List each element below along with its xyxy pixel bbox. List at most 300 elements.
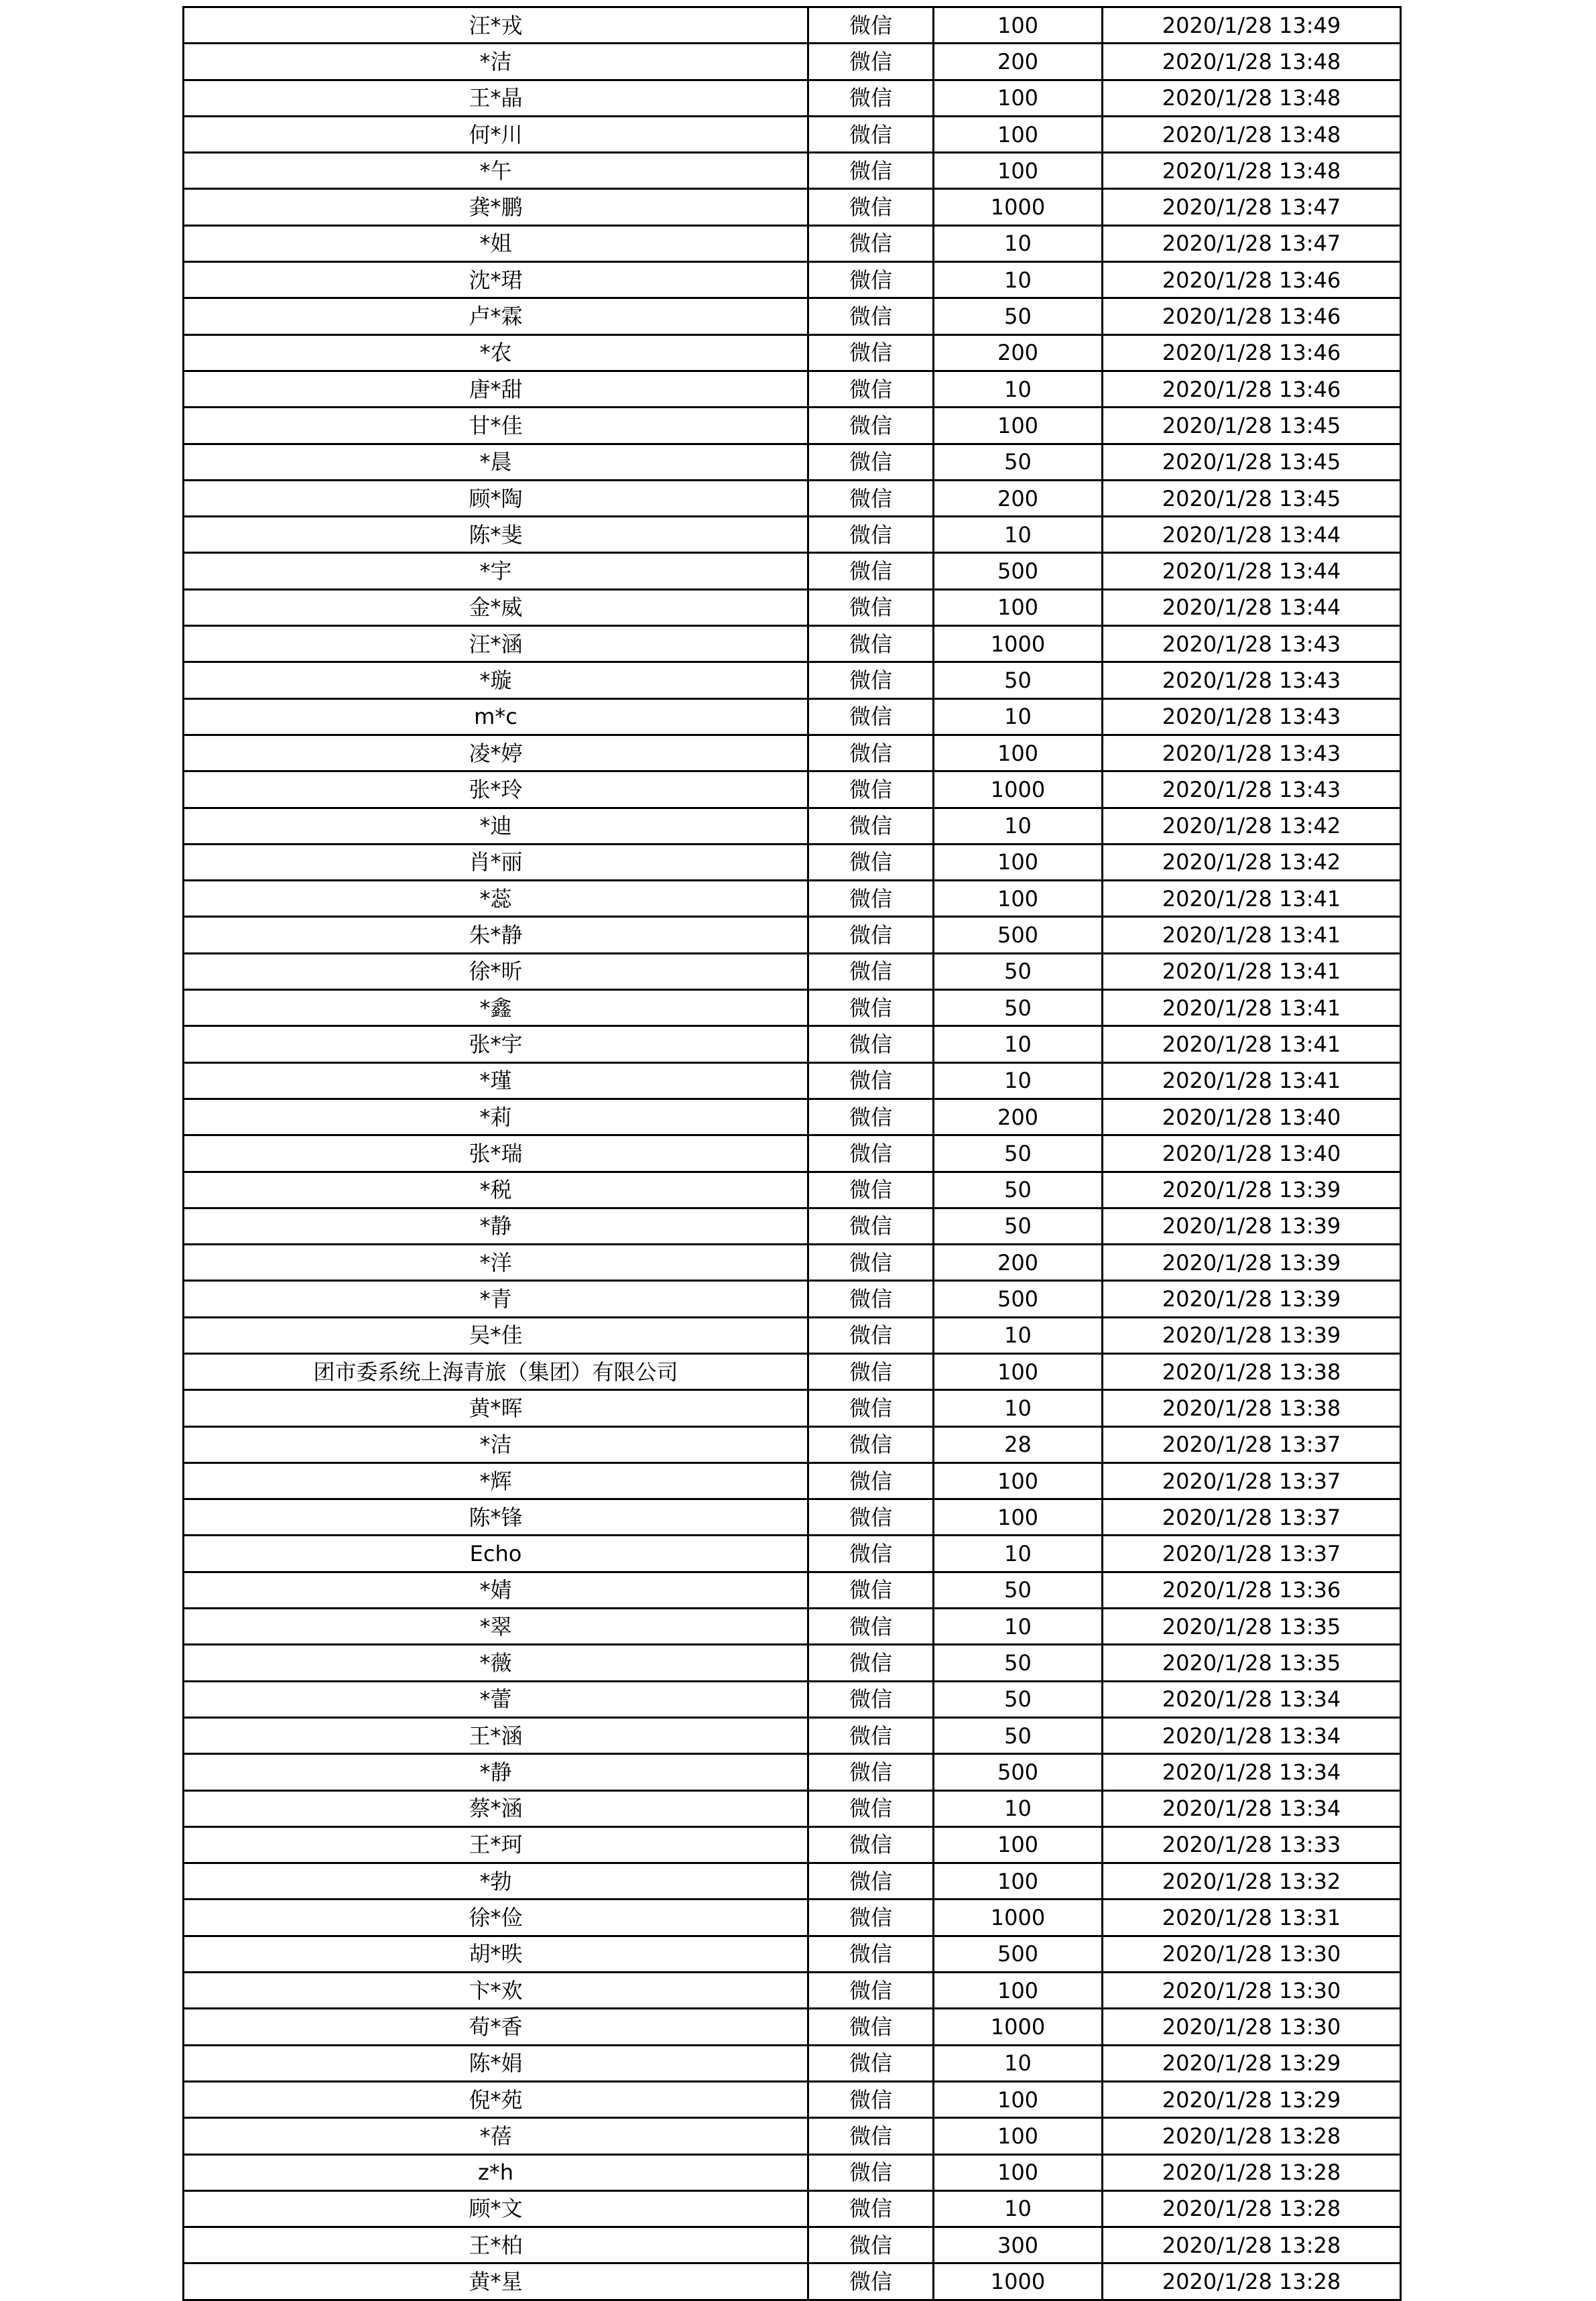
donation-amount-cell: 1000 [934, 626, 1103, 662]
payment-channel-cell: 微信 [808, 953, 934, 989]
donor-name-cell: Echo [184, 1536, 808, 1572]
donation-amount-cell: 100 [934, 2118, 1103, 2154]
donation-time-cell: 2020/1/28 13:39 [1103, 1208, 1401, 1244]
table-row [184, 1426, 1401, 1463]
table-row [184, 517, 1401, 553]
donation-amount-cell: 1000 [934, 1900, 1103, 1936]
payment-channel-cell: 微信 [808, 1790, 934, 1826]
donor-name-cell: *宇 [184, 553, 808, 589]
donation-table-body [184, 7, 1401, 2300]
payment-channel-cell: 微信 [808, 1973, 934, 2009]
donor-name-cell: *婧 [184, 1572, 808, 1608]
donor-name-cell: 徐*俭 [184, 1900, 808, 1936]
donation-amount-cell: 10 [934, 1062, 1103, 1099]
donation-time-cell: 2020/1/28 13:39 [1103, 1172, 1401, 1208]
donor-name-cell: 顾*文 [184, 2190, 808, 2227]
donation-amount-cell: 100 [934, 1826, 1103, 1863]
donation-amount-cell: 100 [934, 1353, 1103, 1389]
payment-channel-cell: 微信 [808, 1172, 934, 1208]
donor-name-cell: 吴*佳 [184, 1317, 808, 1353]
table-row [184, 1353, 1401, 1389]
donation-time-cell: 2020/1/28 13:49 [1103, 7, 1401, 44]
payment-channel-cell: 微信 [808, 1609, 934, 1645]
donation-amount-cell: 10 [934, 698, 1103, 735]
donation-time-cell: 2020/1/28 13:44 [1103, 517, 1401, 553]
table-row [184, 2227, 1401, 2263]
donation-time-cell: 2020/1/28 13:37 [1103, 1463, 1401, 1499]
donation-amount-cell: 500 [934, 917, 1103, 953]
payment-channel-cell: 微信 [808, 7, 934, 44]
donor-name-cell: *瑾 [184, 1062, 808, 1099]
donation-time-cell: 2020/1/28 13:28 [1103, 2227, 1401, 2263]
donation-amount-cell: 10 [934, 1390, 1103, 1426]
donor-name-cell: 何*川 [184, 116, 808, 152]
table-row [184, 2081, 1401, 2117]
payment-channel-cell: 微信 [808, 334, 934, 371]
donation-amount-cell: 10 [934, 1609, 1103, 1645]
table-row [184, 1062, 1401, 1099]
donation-time-cell: 2020/1/28 13:46 [1103, 334, 1401, 371]
donor-name-cell: *午 [184, 153, 808, 189]
donation-amount-cell: 50 [934, 953, 1103, 989]
donation-amount-cell: 1000 [934, 2009, 1103, 2045]
payment-channel-cell: 微信 [808, 1681, 934, 1717]
payment-channel-cell: 微信 [808, 844, 934, 880]
donor-name-cell: *静 [184, 1208, 808, 1244]
donation-time-cell: 2020/1/28 13:28 [1103, 2190, 1401, 2227]
table-row [184, 444, 1401, 480]
donation-time-cell: 2020/1/28 13:41 [1103, 917, 1401, 953]
table-row [184, 808, 1401, 844]
donor-name-cell: 汪*戎 [184, 7, 808, 44]
donation-time-cell: 2020/1/28 13:34 [1103, 1681, 1401, 1717]
payment-channel-cell: 微信 [808, 1062, 934, 1099]
donation-time-cell: 2020/1/28 13:34 [1103, 1790, 1401, 1826]
donor-name-cell: 陈*斐 [184, 517, 808, 553]
donation-time-cell: 2020/1/28 13:40 [1103, 1135, 1401, 1172]
table-row [184, 1135, 1401, 1172]
table-row [184, 7, 1401, 44]
donation-time-cell: 2020/1/28 13:43 [1103, 626, 1401, 662]
donor-name-cell: 唐*甜 [184, 371, 808, 407]
donation-amount-cell: 100 [934, 589, 1103, 625]
payment-channel-cell: 微信 [808, 2263, 934, 2300]
table-row [184, 1172, 1401, 1208]
donation-time-cell: 2020/1/28 13:36 [1103, 1572, 1401, 1608]
table-row [184, 480, 1401, 516]
donation-time-cell: 2020/1/28 13:31 [1103, 1900, 1401, 1936]
donation-time-cell: 2020/1/28 13:42 [1103, 808, 1401, 844]
payment-channel-cell: 微信 [808, 1390, 934, 1426]
payment-channel-cell: 微信 [808, 2081, 934, 2117]
donor-name-cell: 汪*涵 [184, 626, 808, 662]
payment-channel-cell: 微信 [808, 517, 934, 553]
donor-name-cell: *翠 [184, 1609, 808, 1645]
donation-time-cell: 2020/1/28 13:46 [1103, 371, 1401, 407]
donation-amount-cell: 50 [934, 1572, 1103, 1608]
donor-name-cell: 王*涵 [184, 1717, 808, 1753]
payment-channel-cell: 微信 [808, 771, 934, 808]
payment-channel-cell: 微信 [808, 1717, 934, 1753]
donation-time-cell: 2020/1/28 13:32 [1103, 1863, 1401, 1900]
donation-amount-cell: 100 [934, 881, 1103, 917]
donor-name-cell: 王*晶 [184, 80, 808, 116]
donation-time-cell: 2020/1/28 13:41 [1103, 1062, 1401, 1099]
donation-amount-cell: 10 [934, 808, 1103, 844]
table-row [184, 1826, 1401, 1863]
donation-amount-cell: 10 [934, 225, 1103, 261]
payment-channel-cell: 微信 [808, 2118, 934, 2154]
payment-channel-cell: 微信 [808, 1135, 934, 1172]
donation-time-cell: 2020/1/28 13:30 [1103, 2009, 1401, 2045]
donation-amount-cell: 10 [934, 1317, 1103, 1353]
table-row [184, 2190, 1401, 2227]
table-row [184, 334, 1401, 371]
table-row [184, 2263, 1401, 2300]
table-row [184, 881, 1401, 917]
donor-name-cell: 张*宇 [184, 1026, 808, 1062]
payment-channel-cell: 微信 [808, 189, 934, 225]
donor-name-cell: *洁 [184, 44, 808, 80]
donation-amount-cell: 10 [934, 371, 1103, 407]
donation-time-cell: 2020/1/28 13:37 [1103, 1536, 1401, 1572]
payment-channel-cell: 微信 [808, 1463, 934, 1499]
table-row [184, 2154, 1401, 2190]
table-row [184, 1572, 1401, 1608]
payment-channel-cell: 微信 [808, 1281, 934, 1317]
donor-name-cell: 顾*陶 [184, 480, 808, 516]
donor-name-cell: 徐*昕 [184, 953, 808, 989]
donation-amount-cell: 500 [934, 1281, 1103, 1317]
donation-time-cell: 2020/1/28 13:37 [1103, 1426, 1401, 1463]
donor-name-cell: *静 [184, 1754, 808, 1790]
table-row [184, 1973, 1401, 2009]
donation-amount-cell: 300 [934, 2227, 1103, 2263]
payment-channel-cell: 微信 [808, 2045, 934, 2081]
donor-name-cell: 陈*锋 [184, 1499, 808, 1536]
table-row [184, 626, 1401, 662]
donation-amount-cell: 10 [934, 1536, 1103, 1572]
table-row [184, 1026, 1401, 1062]
payment-channel-cell: 微信 [808, 1863, 934, 1900]
donor-name-cell: *农 [184, 334, 808, 371]
donation-amount-cell: 50 [934, 662, 1103, 698]
donation-time-cell: 2020/1/28 13:43 [1103, 735, 1401, 771]
donation-time-cell: 2020/1/28 13:41 [1103, 990, 1401, 1026]
donation-time-cell: 2020/1/28 13:44 [1103, 553, 1401, 589]
payment-channel-cell: 微信 [808, 1936, 934, 1972]
donation-amount-cell: 50 [934, 1645, 1103, 1681]
donor-name-cell: 肖*丽 [184, 844, 808, 880]
donation-time-cell: 2020/1/28 13:30 [1103, 1936, 1401, 1972]
table-row [184, 80, 1401, 116]
donor-name-cell: *晨 [184, 444, 808, 480]
donor-name-cell: *迪 [184, 808, 808, 844]
donation-amount-cell: 100 [934, 7, 1103, 44]
donation-time-cell: 2020/1/28 13:40 [1103, 1099, 1401, 1135]
donor-name-cell: z*h [184, 2154, 808, 2190]
donation-amount-cell: 1000 [934, 771, 1103, 808]
donation-time-cell: 2020/1/28 13:47 [1103, 225, 1401, 261]
donor-name-cell: *蓓 [184, 2118, 808, 2154]
donor-name-cell: 卞*欢 [184, 1973, 808, 2009]
donation-time-cell: 2020/1/28 13:38 [1103, 1353, 1401, 1389]
payment-channel-cell: 微信 [808, 80, 934, 116]
payment-channel-cell: 微信 [808, 1353, 934, 1389]
donation-time-cell: 2020/1/28 13:45 [1103, 480, 1401, 516]
table-row [184, 1208, 1401, 1244]
donation-time-cell: 2020/1/28 13:39 [1103, 1281, 1401, 1317]
payment-channel-cell: 微信 [808, 698, 934, 735]
donor-name-cell: *青 [184, 1281, 808, 1317]
donor-name-cell: *璇 [184, 662, 808, 698]
payment-channel-cell: 微信 [808, 408, 934, 444]
donor-name-cell: *洁 [184, 1426, 808, 1463]
table-row [184, 1790, 1401, 1826]
table-row [184, 262, 1401, 298]
donation-time-cell: 2020/1/28 13:34 [1103, 1717, 1401, 1753]
table-row [184, 1900, 1401, 1936]
donation-amount-cell: 100 [934, 1463, 1103, 1499]
donation-time-cell: 2020/1/28 13:43 [1103, 662, 1401, 698]
donation-amount-cell: 10 [934, 262, 1103, 298]
donation-amount-cell: 100 [934, 2154, 1103, 2190]
donation-time-cell: 2020/1/28 13:28 [1103, 2154, 1401, 2190]
table-row [184, 225, 1401, 261]
donation-time-cell: 2020/1/28 13:35 [1103, 1645, 1401, 1681]
table-row [184, 1536, 1401, 1572]
donation-amount-cell: 50 [934, 1681, 1103, 1717]
donation-time-cell: 2020/1/28 13:43 [1103, 698, 1401, 735]
table-row [184, 1463, 1401, 1499]
donation-time-cell: 2020/1/28 13:43 [1103, 771, 1401, 808]
donation-amount-cell: 10 [934, 517, 1103, 553]
donation-amount-cell: 200 [934, 480, 1103, 516]
table-row [184, 844, 1401, 880]
donation-amount-cell: 10 [934, 1790, 1103, 1826]
donation-amount-cell: 10 [934, 2045, 1103, 2081]
donation-time-cell: 2020/1/28 13:42 [1103, 844, 1401, 880]
donor-name-cell: 凌*婷 [184, 735, 808, 771]
donor-name-cell: *薇 [184, 1645, 808, 1681]
donor-name-cell: 卢*霖 [184, 298, 808, 334]
payment-channel-cell: 微信 [808, 1826, 934, 1863]
donation-amount-cell: 200 [934, 1245, 1103, 1281]
table-row [184, 953, 1401, 989]
table-row [184, 1681, 1401, 1717]
donation-time-cell: 2020/1/28 13:46 [1103, 298, 1401, 334]
table-row [184, 153, 1401, 189]
donor-name-cell: m*c [184, 698, 808, 735]
payment-channel-cell: 微信 [808, 808, 934, 844]
donor-name-cell: 张*瑞 [184, 1135, 808, 1172]
donor-name-cell: 胡*昳 [184, 1936, 808, 1972]
donation-time-cell: 2020/1/28 13:39 [1103, 1245, 1401, 1281]
table-row [184, 1499, 1401, 1536]
table-row [184, 2009, 1401, 2045]
table-row [184, 771, 1401, 808]
payment-channel-cell: 微信 [808, 1026, 934, 1062]
table-row [184, 2118, 1401, 2154]
donor-name-cell: 金*威 [184, 589, 808, 625]
payment-channel-cell: 微信 [808, 2009, 934, 2045]
donation-time-cell: 2020/1/28 13:45 [1103, 444, 1401, 480]
donation-time-cell: 2020/1/28 13:44 [1103, 589, 1401, 625]
donor-name-cell: *税 [184, 1172, 808, 1208]
table-row [184, 298, 1401, 334]
table-row [184, 1317, 1401, 1353]
donor-name-cell: *莉 [184, 1099, 808, 1135]
donation-amount-cell: 100 [934, 2081, 1103, 2117]
donation-amount-cell: 100 [934, 408, 1103, 444]
donation-amount-cell: 100 [934, 80, 1103, 116]
donation-amount-cell: 500 [934, 553, 1103, 589]
payment-channel-cell: 微信 [808, 662, 934, 698]
payment-channel-cell: 微信 [808, 735, 934, 771]
donation-amount-cell: 50 [934, 298, 1103, 334]
donation-amount-cell: 100 [934, 1973, 1103, 2009]
table-row [184, 116, 1401, 152]
donor-name-cell: 荀*香 [184, 2009, 808, 2045]
donation-amount-cell: 50 [934, 1172, 1103, 1208]
donation-amount-cell: 50 [934, 1208, 1103, 1244]
table-row [184, 189, 1401, 225]
payment-channel-cell: 微信 [808, 1536, 934, 1572]
donor-name-cell: *姐 [184, 225, 808, 261]
donor-name-cell: *辉 [184, 1463, 808, 1499]
payment-channel-cell: 微信 [808, 153, 934, 189]
payment-channel-cell: 微信 [808, 1208, 934, 1244]
donor-name-cell: 甘*佳 [184, 408, 808, 444]
donation-amount-cell: 500 [934, 1754, 1103, 1790]
payment-channel-cell: 微信 [808, 1900, 934, 1936]
payment-channel-cell: 微信 [808, 44, 934, 80]
donation-amount-cell: 100 [934, 844, 1103, 880]
table-row [184, 1936, 1401, 1972]
payment-channel-cell: 微信 [808, 1645, 934, 1681]
donation-amount-cell: 50 [934, 1135, 1103, 1172]
donation-amount-cell: 100 [934, 735, 1103, 771]
donation-time-cell: 2020/1/28 13:37 [1103, 1499, 1401, 1536]
donation-amount-cell: 200 [934, 44, 1103, 80]
donor-name-cell: 蔡*涵 [184, 1790, 808, 1826]
payment-channel-cell: 微信 [808, 444, 934, 480]
donor-name-cell: *洋 [184, 1245, 808, 1281]
donation-amount-cell: 500 [934, 1936, 1103, 1972]
donation-amount-cell: 100 [934, 116, 1103, 152]
donation-amount-cell: 200 [934, 334, 1103, 371]
table-row [184, 1099, 1401, 1135]
donation-amount-cell: 50 [934, 1717, 1103, 1753]
donation-time-cell: 2020/1/28 13:28 [1103, 2118, 1401, 2154]
payment-channel-cell: 微信 [808, 225, 934, 261]
payment-channel-cell: 微信 [808, 1317, 934, 1353]
payment-channel-cell: 微信 [808, 626, 934, 662]
table-row [184, 2045, 1401, 2081]
donation-amount-cell: 1000 [934, 2263, 1103, 2300]
table-row [184, 698, 1401, 735]
payment-channel-cell: 微信 [808, 553, 934, 589]
donation-time-cell: 2020/1/28 13:39 [1103, 1317, 1401, 1353]
donation-time-cell: 2020/1/28 13:41 [1103, 1026, 1401, 1062]
donor-name-cell: 王*珂 [184, 1826, 808, 1863]
donation-amount-cell: 100 [934, 153, 1103, 189]
payment-channel-cell: 微信 [808, 1754, 934, 1790]
table-row [184, 44, 1401, 80]
donor-name-cell: *鑫 [184, 990, 808, 1026]
donation-amount-cell: 50 [934, 444, 1103, 480]
donation-time-cell: 2020/1/28 13:48 [1103, 153, 1401, 189]
payment-channel-cell: 微信 [808, 1099, 934, 1135]
payment-channel-cell: 微信 [808, 881, 934, 917]
donation-time-cell: 2020/1/28 13:28 [1103, 2263, 1401, 2300]
donor-name-cell: 张*玲 [184, 771, 808, 808]
donation-time-cell: 2020/1/28 13:38 [1103, 1390, 1401, 1426]
donor-name-cell: 团市委系统上海青旅（集团）有限公司 [184, 1353, 808, 1389]
donation-time-cell: 2020/1/28 13:29 [1103, 2045, 1401, 2081]
donor-name-cell: 黄*晖 [184, 1390, 808, 1426]
donation-amount-cell: 10 [934, 1026, 1103, 1062]
payment-channel-cell: 微信 [808, 298, 934, 334]
table-row [184, 735, 1401, 771]
donation-time-cell: 2020/1/28 13:29 [1103, 2081, 1401, 2117]
donor-name-cell: 朱*静 [184, 917, 808, 953]
payment-channel-cell: 微信 [808, 2227, 934, 2263]
donation-amount-cell: 1000 [934, 189, 1103, 225]
payment-channel-cell: 微信 [808, 990, 934, 1026]
donation-time-cell: 2020/1/28 13:35 [1103, 1609, 1401, 1645]
payment-channel-cell: 微信 [808, 2154, 934, 2190]
payment-channel-cell: 微信 [808, 1426, 934, 1463]
table-row [184, 662, 1401, 698]
donation-time-cell: 2020/1/28 13:34 [1103, 1754, 1401, 1790]
donation-time-cell: 2020/1/28 13:48 [1103, 44, 1401, 80]
donation-time-cell: 2020/1/28 13:41 [1103, 953, 1401, 989]
donation-amount-cell: 28 [934, 1426, 1103, 1463]
donation-amount-cell: 10 [934, 2190, 1103, 2227]
payment-channel-cell: 微信 [808, 1572, 934, 1608]
table-row [184, 408, 1401, 444]
donation-amount-cell: 100 [934, 1499, 1103, 1536]
donor-name-cell: 黄*星 [184, 2263, 808, 2300]
donor-name-cell: 龚*鹏 [184, 189, 808, 225]
payment-channel-cell: 微信 [808, 1245, 934, 1281]
table-row [184, 1645, 1401, 1681]
donation-time-cell: 2020/1/28 13:48 [1103, 80, 1401, 116]
payment-channel-cell: 微信 [808, 480, 934, 516]
payment-channel-cell: 微信 [808, 371, 934, 407]
donation-time-cell: 2020/1/28 13:47 [1103, 189, 1401, 225]
table-row [184, 589, 1401, 625]
table-row [184, 1717, 1401, 1753]
payment-channel-cell: 微信 [808, 116, 934, 152]
donation-time-cell: 2020/1/28 13:41 [1103, 881, 1401, 917]
table-row [184, 1281, 1401, 1317]
donation-amount-cell: 200 [934, 1099, 1103, 1135]
payment-channel-cell: 微信 [808, 2190, 934, 2227]
donation-time-cell: 2020/1/28 13:33 [1103, 1826, 1401, 1863]
donor-name-cell: 陈*娟 [184, 2045, 808, 2081]
table-row [184, 1754, 1401, 1790]
donation-amount-cell: 100 [934, 1863, 1103, 1900]
donor-name-cell: *勃 [184, 1863, 808, 1900]
table-row [184, 1609, 1401, 1645]
donation-table [182, 6, 1402, 2301]
table-row [184, 371, 1401, 407]
donation-time-cell: 2020/1/28 13:46 [1103, 262, 1401, 298]
table-row [184, 1390, 1401, 1426]
donor-name-cell: *蕊 [184, 881, 808, 917]
